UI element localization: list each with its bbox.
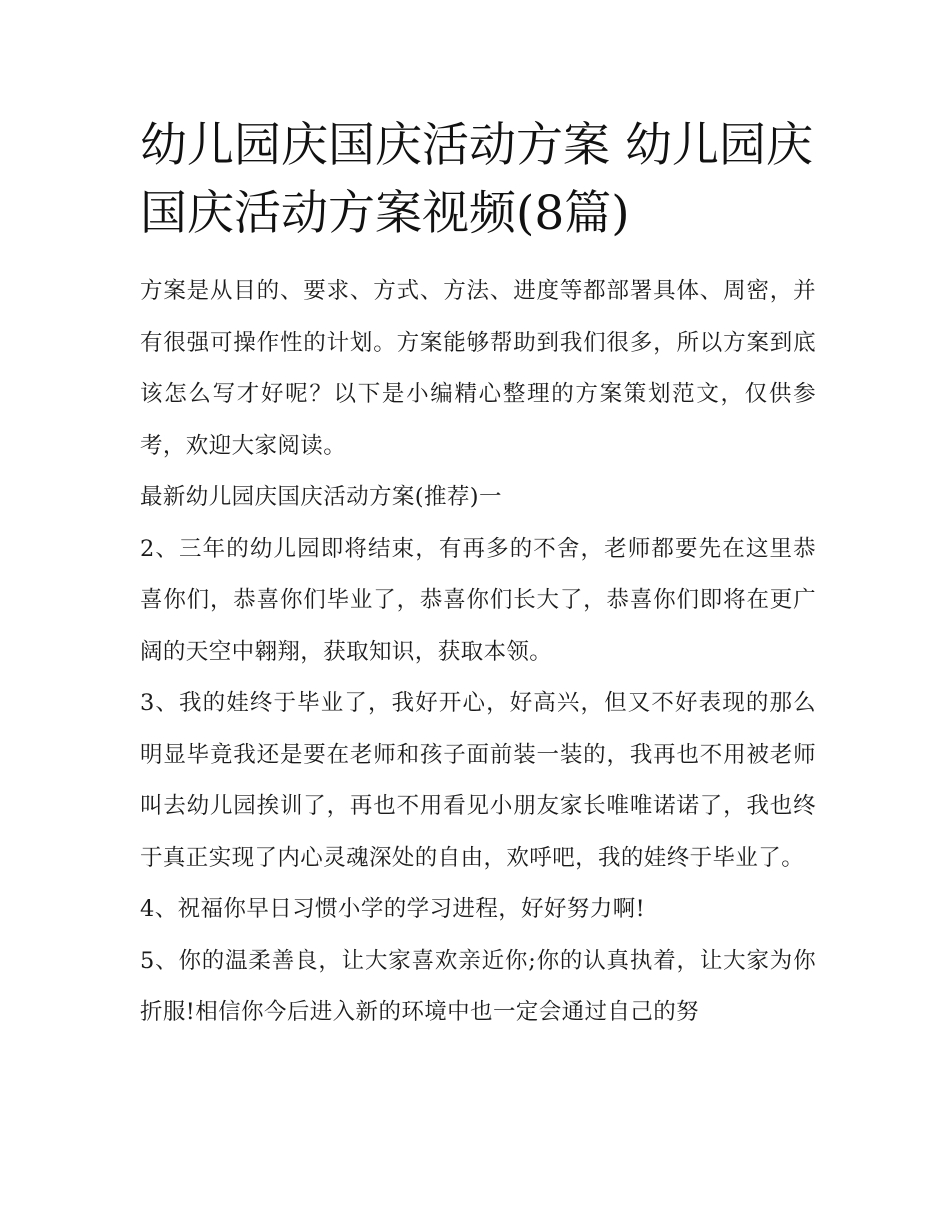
- document-body: [140, 112, 816, 1039]
- list-item: 3、我的娃终于毕业了，我好开心，好高兴，但又不好表现的那么明显毕竟我还是要在老师和孩子面前装一装的，我再也不用被老师叫去幼儿园挨训了，再也不用看见小朋友家长唯唯诺诺了，我也终于真正实现了内心灵魂深处的自由，欢呼吧，我的娃终于毕业了。: [140, 690, 816, 871]
- list-item: 5、你的温柔善良，让大家喜欢亲近你;你的认真执着，让大家为你折服!相信你今后进入新的环境中也一定会通过自己的努: [140, 947, 816, 1025]
- section-heading: 最新幼儿园庆国庆活动方案(推荐)一: [140, 484, 502, 510]
- document-title: 幼儿园庆国庆活动方案 幼儿园庆国庆活动方案视频(8篇): [140, 118, 813, 241]
- list-item: 2、三年的幼儿园即将结束，有再多的不舍，老师都要先在这里恭喜你们，恭喜你们毕业了，恭喜你们长大了，恭喜你们即将在更广阔的天空中翱翔，获取知识，获取本领。: [140, 535, 816, 665]
- intro-paragraph: 方案是从目的、要求、方式、方法、进度等都部署具体、周密，并有很强可操作性的计划。方案能够帮助到我们很多，所以方案到底该怎么写才好呢？以下是小编精心整理的方案策划范文，仅供参考，欢迎大家阅读。: [140, 278, 816, 459]
- list-item: 4、祝福你早日习惯小学的学习进程，好好努力啊!: [140, 896, 646, 922]
